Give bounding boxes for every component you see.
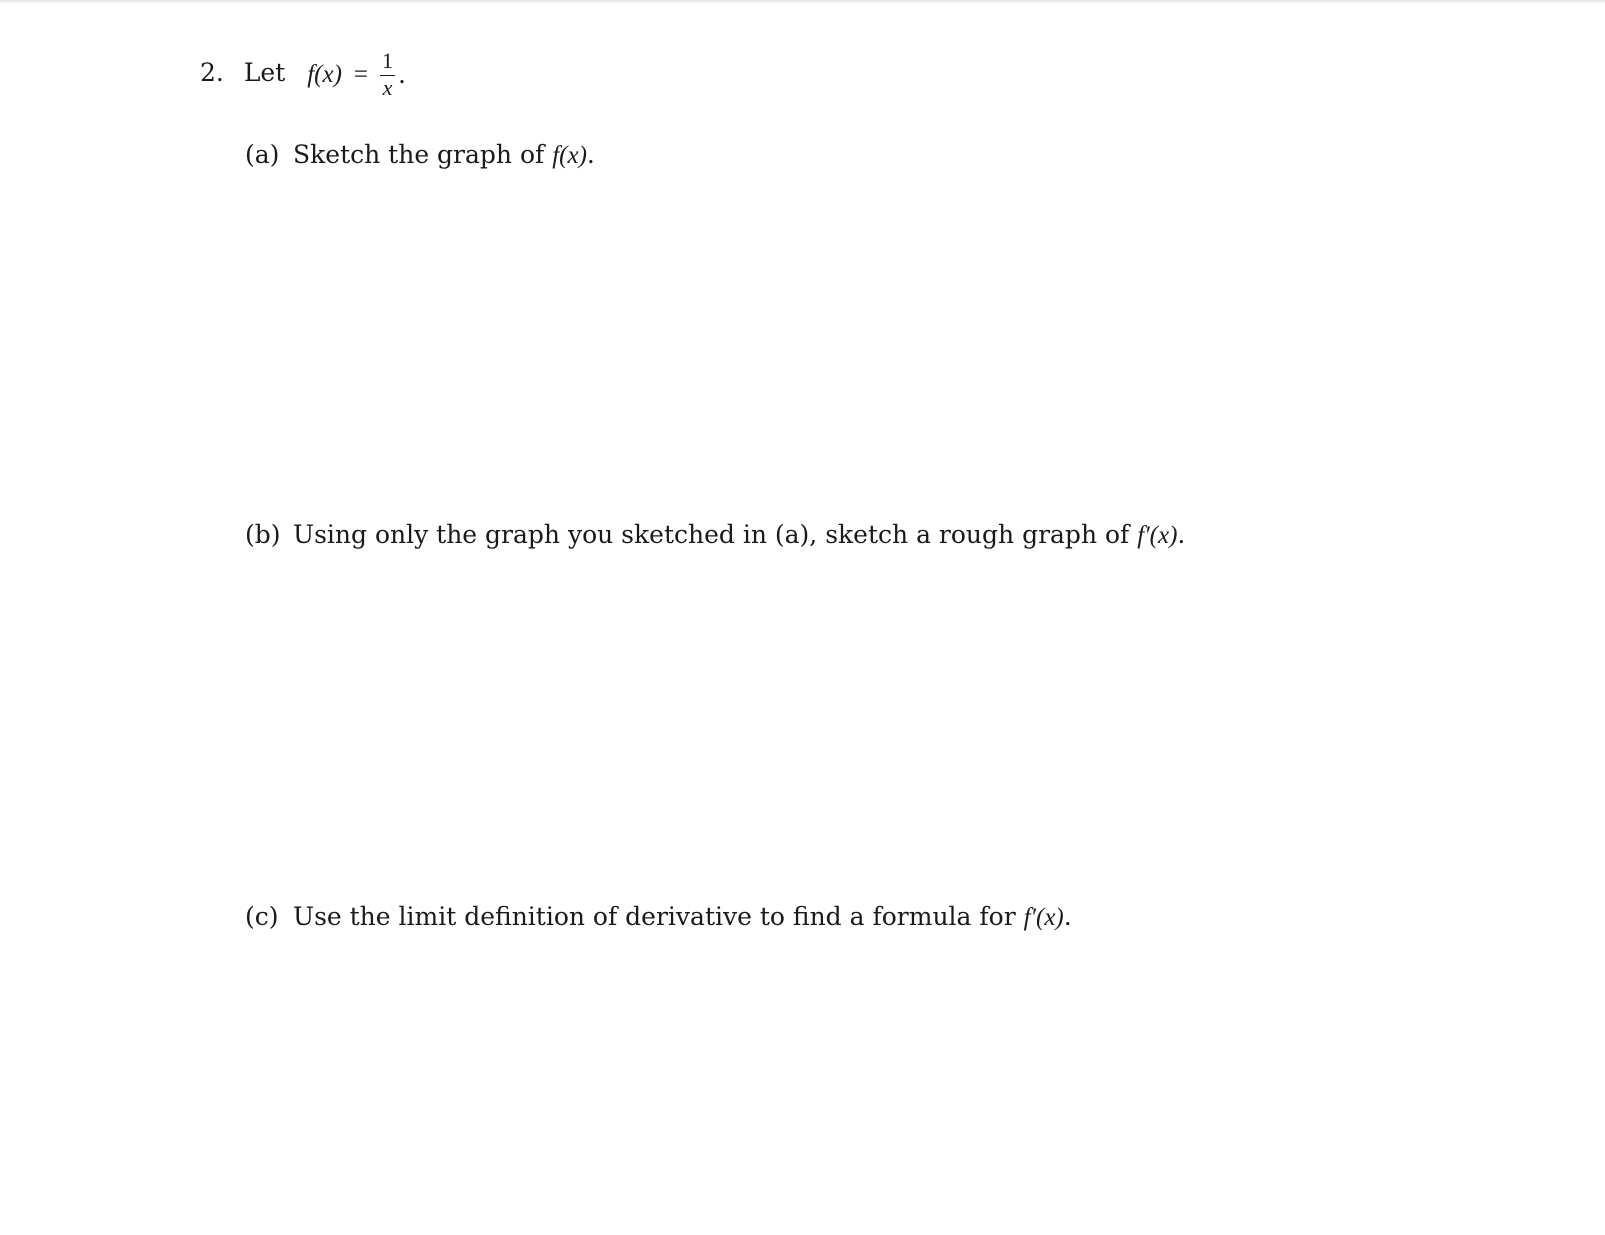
top-edge-shadow xyxy=(0,0,1605,4)
problem-statement xyxy=(200,50,406,99)
problem-number: 2. xyxy=(200,58,224,87)
part-b-label: (b) xyxy=(245,520,281,549)
part-b-end: . xyxy=(1177,520,1186,549)
part-c-math: f′(x) xyxy=(1023,904,1064,931)
equals-sign: = xyxy=(353,61,369,88)
part-a-label: (a) xyxy=(245,140,280,169)
fraction-numerator: 1 xyxy=(380,50,395,76)
fraction-denominator: x xyxy=(382,75,393,100)
part-a-end: . xyxy=(586,140,595,169)
part-c-text: Use the limit definition of derivative to find a formula for xyxy=(293,902,1024,931)
part-a xyxy=(245,140,595,171)
part-b xyxy=(245,520,1185,551)
function-definition xyxy=(307,50,406,99)
problem-period: . xyxy=(398,60,406,89)
part-a-math: f(x) xyxy=(552,142,587,169)
part-c xyxy=(245,902,1072,933)
problem-intro: Let xyxy=(243,58,286,87)
part-c-end: . xyxy=(1063,902,1072,931)
function-lhs: f(x) xyxy=(307,61,342,88)
part-b-math: f′(x) xyxy=(1137,522,1178,549)
part-a-text: Sketch the graph of xyxy=(293,140,553,169)
part-c-label: (c) xyxy=(245,902,279,931)
fraction xyxy=(380,50,395,99)
part-b-text: Using only the graph you sketched in (a), sketch a rough graph of xyxy=(293,520,1138,549)
